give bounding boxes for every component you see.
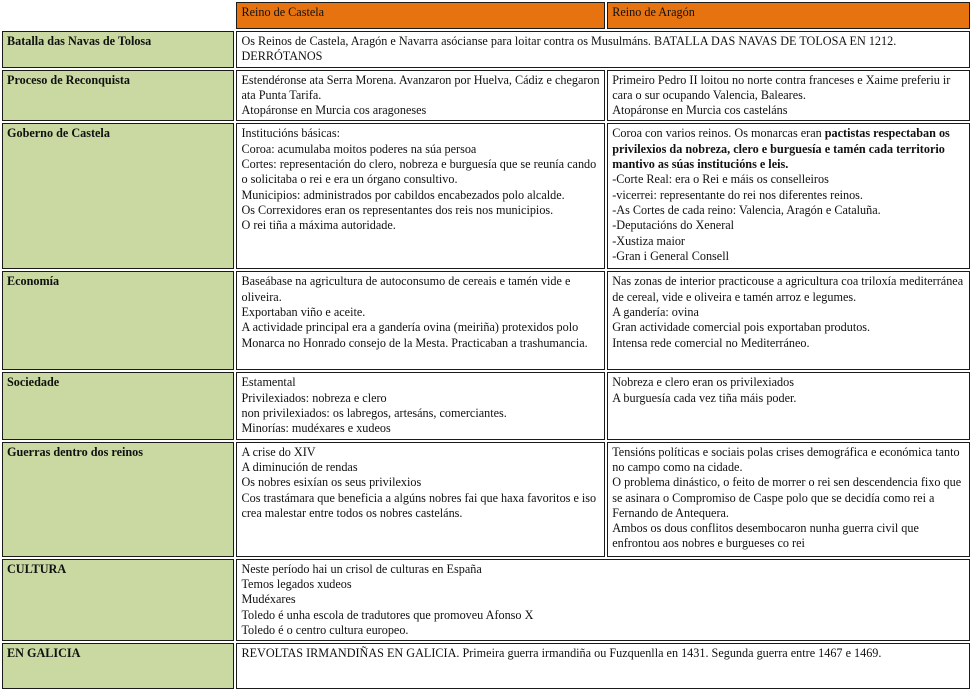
cell-line: Tensións políticas e sociais polas crises demográfica e económica tanto no campo como na cidade. — [612, 444, 960, 474]
row-economia — [2, 271, 970, 370]
cell-line: Institucións básicas: — [241, 126, 340, 141]
row-label-batalla: Batalla das Navas de Tolosa — [2, 31, 234, 68]
cell-line: Toledo é o centro cultura europeo. — [241, 622, 409, 637]
column-header-aragon: Reino de Aragón — [607, 2, 970, 29]
row-batalla — [2, 31, 970, 68]
cell-line: Privilexiados: nobreza e clero — [241, 390, 387, 405]
cell-line: Os nobres esixían os seus privilexios — [241, 475, 422, 490]
cell-line: Os Correxidores eran os representantes dos reis nos municipios. — [241, 202, 554, 217]
cell-line: Cortes: representación do clero, nobreza e burguesía que se reunía cando o solicitaba o rei e era un órgano consultivo. — [241, 157, 597, 187]
row-label-guerras: Guerras dentro dos reinos — [2, 442, 234, 557]
cell-line: Minorías: mudéxares e xudeos — [241, 421, 391, 436]
galicia-merged-cell — [236, 643, 970, 689]
cell-line: A burguesía cada vez tiña máis poder. — [612, 390, 797, 405]
cell-line: -vicerrei: representante do rei nos diferentes reinos. — [612, 187, 863, 202]
row-goberno — [2, 123, 970, 269]
cell-line: Primeiro Pedro II loitou no norte contra franceses e Xaime preferiu ir cara o sur ocupando Valencia, Baleares. — [612, 72, 951, 102]
cell-line: Estamental — [241, 375, 296, 390]
cell-line: Temos legados xudeos — [241, 576, 352, 591]
cell-line: A gandería: ovina — [612, 305, 699, 320]
guerras-aragon-cell — [607, 442, 970, 557]
cell-line: Atopáronse en Murcia cos casteláns — [612, 103, 788, 118]
cell-line: O rei tiña a máxima autoridade. — [241, 218, 396, 233]
row-guerras — [2, 442, 970, 557]
cell-line: Cos trastámara que beneficia a algúns nobres fai que haxa favoritos e iso crea malestar entre todos os nobres casteláns. — [241, 490, 597, 520]
cell-line: -Corte Real: era o Rei e máis os conselleiros — [612, 172, 829, 187]
row-sociedade — [2, 372, 970, 439]
sociedade-castela-cell — [236, 372, 605, 439]
cell-line: -Xustiza maior — [612, 233, 685, 248]
economia-castela-cell — [236, 271, 605, 370]
economia-aragon-cell — [607, 271, 970, 370]
row-reconquista — [2, 70, 970, 122]
column-header-castela: Reino de Castela — [236, 2, 605, 29]
reconquista-aragon-cell — [607, 70, 970, 122]
batalla-line: Os Reinos de Castela, Aragón e Navarra asócianse para loitar contra os Musulmáns. BATALLA DAS NAVAS DE TOLOSA EN 1212. DERRÓTANOS — [241, 34, 897, 64]
cell-line: Nas zonas de interior practicouse a agricultura coa triloxía mediterránea de cereal, vide e oliveira e tamén arroz e legumes. — [612, 274, 964, 304]
cell-line: Mudéxares — [241, 592, 296, 607]
cell-line: A diminución de rendas — [241, 459, 358, 474]
cell-line: -As Cortes de cada reino: Valencia, Aragón e Cataluña. — [612, 202, 881, 217]
row-galicia — [2, 643, 970, 689]
cell-line: A actividade principal era a gandería ovina (meiriña) protexidos polo Monarca no Honrado consejo de la Mesta. Practicaban a trashumancia. — [241, 320, 588, 350]
row-label-goberno: Goberno de Castela — [2, 123, 234, 269]
row-label-galicia: EN GALICIA — [2, 643, 234, 689]
cell-line: Intensa rede comercial no Mediterráneo. — [612, 335, 810, 350]
cell-line: Neste período hai un crisol de culturas en España — [241, 561, 482, 576]
cell-line: Ambos os dous conflitos desembocaron nunha guerra civil que enfrontou aos nobres e burgueses co rei — [612, 521, 919, 551]
row-label-sociedade: Sociedade — [2, 372, 234, 439]
corner-cell — [2, 2, 234, 29]
goberno-aragon-bold: pactistas respectaban os privilexios da nobreza, clero e burguesía e tamén cada territorio mantivo as súas institucións e leis. — [612, 126, 950, 172]
cell-line: Atopáronse en Murcia cos aragoneses — [241, 103, 427, 118]
cell-line: Baseábase na agricultura de autoconsumo de cereais e tamén vide e oliveira. — [241, 274, 571, 304]
cell-line: non privilexiados: os labregos, artesáns, comerciantes. — [241, 406, 507, 421]
row-label-cultura: CULTURA — [2, 559, 234, 641]
cell-line: -Deputacións do Xeneral — [612, 218, 735, 233]
cell-line: Municipios: administrados por cabildos encabezados polo alcalde. — [241, 187, 565, 202]
row-label-reconquista: Proceso de Reconquista — [2, 70, 234, 122]
header-row — [2, 2, 970, 29]
batalla-merged-cell — [236, 31, 970, 68]
sociedade-aragon-cell — [607, 372, 970, 439]
reconquista-castela-cell — [236, 70, 605, 122]
cell-line: A crise do XIV — [241, 444, 316, 459]
cultura-merged-cell — [236, 559, 970, 641]
goberno-castela-cell — [236, 123, 605, 269]
cell-line: Exportaban viño e aceite. — [241, 305, 366, 320]
cell-line: O problema dinástico, o feito de morrer o rei sen descendencia fixo que se asinara o Compromiso de Caspe polo que se decidía como rei a Fernando de Antequera. — [612, 475, 962, 520]
goberno-aragon-cell — [607, 123, 970, 269]
cell-line: Estendéronse ata Serra Morena. Avanzaron por Huelva, Cádiz e chegaron ata Punta Tarifa. — [241, 72, 600, 102]
cell-line: Gran actividade comercial pois exportaban produtos. — [612, 320, 871, 335]
row-label-economia: Economía — [2, 271, 234, 370]
cell-line: Nobreza e clero eran os privilexiados — [612, 375, 794, 390]
row-cultura — [2, 559, 970, 641]
cell-line: Coroa: acumulaba moitos poderes na súa persoa — [241, 141, 477, 156]
cell-line: -Gran i General Consell — [612, 248, 729, 263]
cell-line: REVOLTAS IRMANDIÑAS EN GALICIA. Primeira guerra irmandiña ou Fuzquenlla en 1431. Segunda guerra entre 1467 e 1469. — [241, 646, 882, 661]
cell-line: Toledo é unha escola de tradutores que promoveu Afonso X — [241, 607, 534, 622]
goberno-aragon-intro: Coroa con varios reinos. Os monarcas eran — [612, 126, 825, 141]
guerras-castela-cell — [236, 442, 605, 557]
goberno-aragon-intro-line — [612, 126, 965, 172]
